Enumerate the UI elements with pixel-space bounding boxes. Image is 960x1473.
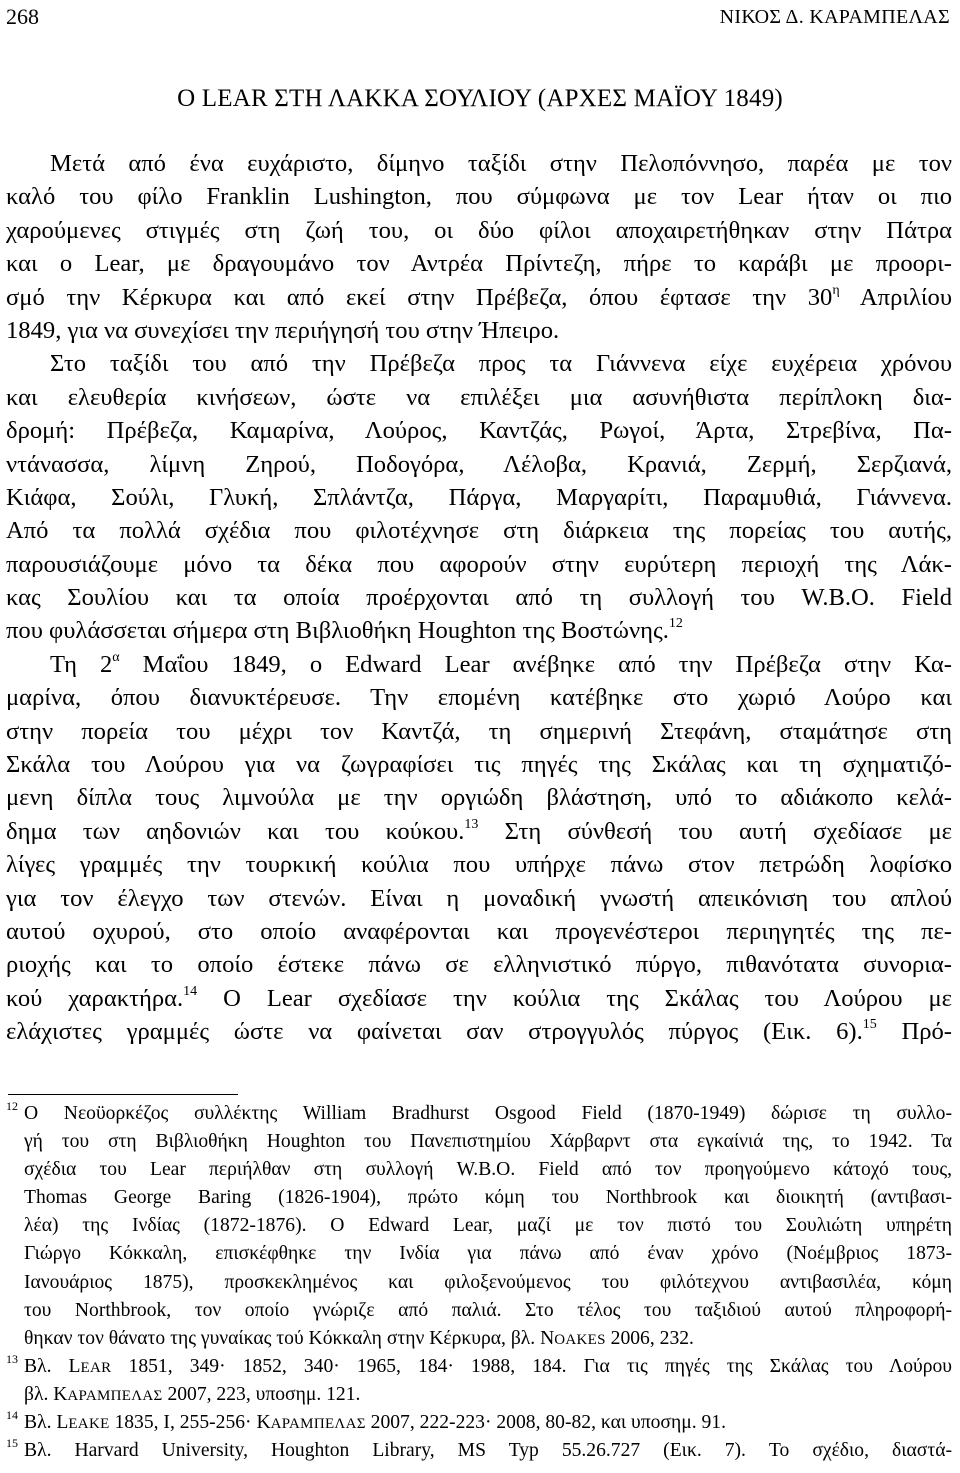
footnote-span: 1835, I, 255-256· Κ xyxy=(109,1412,271,1434)
body-line xyxy=(6,1015,952,1048)
footnote-span: 2007, 223, υποσημ. 121. xyxy=(162,1383,361,1405)
body-line: ντάνασσα, λίμνη Ζηρού, Ποδογόρα, Λέλοβα, Κρανιά, Ζερμή, Σερζιανά, xyxy=(6,450,952,478)
footnote-line: Γιώργο Κόκκαλη, επισκέφθηκε την Ινδία για πάνω από έναν χρόνο (Νοέμβριος 1873- xyxy=(24,1243,952,1265)
footnotes xyxy=(6,1100,952,1465)
body-line xyxy=(6,815,952,848)
body-span: σμό την Κέρκυρα και από εκεί στην Πρέβεζα, όπου έφτασε την 30 xyxy=(6,283,833,311)
footnote-span: 2006, 232. xyxy=(605,1327,694,1349)
footnote-span: βλ. Κ xyxy=(24,1383,68,1405)
body-line: Από τα πολλά σχέδια που φιλοτέχνησε στη διάρκεια της πορείας του αυτής, xyxy=(6,517,952,545)
body-line: Κιάφα, Σούλι, Γλυκή, Σπλάντζα, Πάργα, Μαργαρίτι, Παραμυθιά, Γιάννενα. xyxy=(6,483,952,511)
body-span: Απριλίου xyxy=(839,283,952,311)
body-line: χαρούμενες στιγμές στη ζωή του, οι δύο φίλοι αποχαιρετήθηκαν στην Πάτρα xyxy=(6,216,952,244)
body-span: ελάχιστες γραμμές ώστε να φαίνεται σαν στρογγυλός πύργος (Εικ. 6). xyxy=(6,1018,863,1046)
body-line: μαρίνα, όπου διανυκτέρευσε. Την επομένη κατέβηκε στο χωριό Λούρο και xyxy=(6,684,952,712)
superscript: η xyxy=(832,282,840,298)
footnote-line: Ιανουάριος 1875), προσκεκλημένος και φιλοξενούμενος του φιλότεχνου αντιβασιλέα, κόμη xyxy=(24,1271,952,1293)
body-line xyxy=(6,982,952,1015)
body-line: και ο Lear, με δραγουμάνο τον Αντρέα Πρίντεζη, πήρε το καράβι με προορι- xyxy=(6,250,952,278)
footnote-12: $^{12}$ Ο Νεοϋορκέζος συλλέκτης William Bradhurst Osgood Field (1870-1949) δώρισε τη συλλο- xyxy=(6,1099,952,1124)
body-span: Ο Lear σχεδίασε την κούλια της Σκάλας του Λούρου με xyxy=(197,984,952,1012)
body-line: παρουσιάζουμε μόνο τα δέκα που αφορούν στην ευρύτερη περιοχή της Λάκ- xyxy=(6,550,952,578)
body-line xyxy=(6,614,952,647)
footnote-15: $^{15}$ Βλ. Harvard University, Houghton Library, MS Typ 55.26.727 (Εικ. 7). Το σχέδιο, διαστά- xyxy=(6,1436,952,1462)
page-header xyxy=(0,2,960,34)
footnote-span: Ο Νεοϋορκέζος συλλέκτης William Bradhurst Osgood Field (1870-1949) δώρισε τη συλλο- xyxy=(24,1103,952,1124)
body-span: δημα των αηδονιών και του κούκου. xyxy=(6,817,465,845)
small-caps: EAR xyxy=(80,1359,112,1376)
body-line: 1849, για να συνεχίσει την περιήγησή του στην Ήπειρο. xyxy=(6,316,560,344)
body-line: στην πορεία του μέχρι τον Καντζά, τη σημερινή Στεφάνη, σταμάτησε στη xyxy=(6,717,952,745)
page-number: 268 xyxy=(6,4,39,29)
body-span: Μαΐου 1849, ο Edward Lear ανέβηκε από την Πρέβεζα στην Κα- xyxy=(119,650,952,678)
body-line: λίγες γραμμές την τουρκική κούλια που υπήρχε πάνω στον πετρώδη λοφίσκο xyxy=(6,851,952,879)
body-line xyxy=(6,648,952,681)
body-line: καλό του φίλο Franklin Lushington, που σύμφωνα με τον Lear ήταν οι πιο xyxy=(6,183,952,211)
body-span: Τη 2 xyxy=(50,650,113,678)
footnote-line: γή του στη Βιβλιοθήκη Houghton του Πανεπιστημίου Χάρβαρντ στα εγκαίνιά της, το 1942. Τα xyxy=(24,1131,952,1153)
section-title: Ο LEAR ΣΤΗ ΛΑΚΚΑ ΣΟΥΛΙΟΥ (ΑΡΧΕΣ ΜΑΪΟΥ 1849) xyxy=(177,85,783,112)
small-caps: ΑΡΑΜΠΕΛΑΣ xyxy=(67,1387,163,1404)
footnote-span: 2007, 222-223· 2008, 80-82, και υποσημ. 91. xyxy=(365,1412,727,1434)
body-line: δρομή: Πρέβεζα, Καμαρίνα, Λούρος, Καντζάς, Ρωγοί, Άρτα, Στρεβίνα, Πα- xyxy=(6,417,952,445)
footnote-13: $^{13}$ Βλ. LEAR 1851, 349· 1852, 340· 1965, 184· 1988, 184. Για τις πηγές της Σκάλας του Λούρου xyxy=(6,1351,952,1377)
body-line xyxy=(6,281,952,314)
footnote-span: Βλ. L xyxy=(24,1355,81,1377)
footnote-line: Thomas George Baring (1826-1904), πρώτο κόμη του Northbrook και διοικητή (αντιβασι- xyxy=(24,1187,952,1209)
footnote-ref-13[interactable]: 13 xyxy=(464,816,479,832)
body-line: αυτού οχυρού, στο οποίο αναφέρονται και προγενέστεροι περιηγητές της πε- xyxy=(6,917,952,945)
footnote-line xyxy=(6,1381,952,1409)
footnote-span: θηκαν τον θάνατο της γυναίκας τού Κόκκαλη στην Κέρκυρα, βλ. N xyxy=(24,1327,555,1349)
body-line: για τον έλεγχο των στενών. Είναι η μοναδική γνωστή απεικόνιση του απλού xyxy=(6,884,952,912)
footnote-span: Βλ. L xyxy=(24,1412,69,1434)
body-text xyxy=(6,147,952,1049)
body-line: Σκάλα του Λούρου για να ζωγραφίσει τις πηγές της Σκάλας και τη σχηματιζό- xyxy=(6,751,952,779)
body-span: κού χαρακτήρα. xyxy=(6,984,184,1012)
footnote-span: Βλ. Harvard University, Houghton Library, MS Typ 55.26.727 (Εικ. 7). Το σχέδιο, διαστά- xyxy=(24,1440,952,1462)
body-line: ριοχής και το οποίο έστεκε πάνω σε ελληνιστικό πύργο, πιθανότατα συνορια- xyxy=(6,951,952,979)
footnote-span: 1851, 349· 1852, 340· 1965, 184· 1988, 184. Για τις πηγές της Σκάλας του Λούρου xyxy=(111,1355,952,1377)
body-span: Στη σύνθεσή του αυτή σχεδίασε με xyxy=(478,817,952,845)
footnote-line: σχέδια του Lear περιήλθαν στη συλλογή W.B.O. Field από τον προηγούμενο κάτοχό τους, xyxy=(24,1159,952,1181)
footnote-ref-15[interactable]: 15 xyxy=(862,1017,877,1033)
footnote-line: λέα) της Ινδίας (1872-1876). Ο Edward Lear, μαζί με τον πιστό του Σουλιώτη υπηρέτη xyxy=(24,1215,952,1237)
footnote-ref-12[interactable]: 12 xyxy=(668,616,683,632)
small-caps: OAKES xyxy=(554,1331,606,1348)
body-span: που φυλάσσεται σήμερα στη Βιβλιοθήκη Houghton της Βοστώνης. xyxy=(6,617,669,645)
footnote-line xyxy=(6,1325,952,1353)
footnote-ref-14[interactable]: 14 xyxy=(183,983,198,999)
superscript: α xyxy=(112,649,120,665)
small-caps: ΑΡΑΜΠΕΛΑΣ xyxy=(270,1416,366,1433)
small-caps: EAKE xyxy=(68,1416,110,1433)
body-span: Πρό- xyxy=(876,1018,953,1046)
footnote-divider xyxy=(8,1094,238,1095)
running-head: ΝΙΚΟΣ Δ. ΚΑΡΑΜΠΕΛΑΣ xyxy=(719,6,950,28)
footnote-line: του Northbrook, τον οποίο γνώριζε από παλιά. Στο τέλος του ταξιδιού αυτού πληροφορή- xyxy=(24,1299,952,1321)
body-line: Μετά από ένα ευχάριστο, δίμηνο ταξίδι στην Πελοπόννησο, παρέα με τον xyxy=(50,150,952,177)
body-line: Στο ταξίδι του από την Πρέβεζα προς τα Γιάννενα είχε ευχέρεια χρόνου xyxy=(50,350,952,378)
body-line: μενη δίπλα τους λιμνούλα με την οργιώδη βλάστηση, υπό το αδιάκοπο κελά- xyxy=(6,784,952,812)
body-line: και ελευθερία κινήσεων, ώστε να επιλέξει μια ασυνήθιστα περίπλοκη δια- xyxy=(6,383,952,411)
footnote-14: $^{14}$ Βλ. LEAKE 1835, I, 255-256· ΚΑΡΑΜΠΕΛΑΣ 2007, 222-223· 2008, 80-82, και υποσημ. 91. xyxy=(6,1408,727,1434)
body-line: κας Σουλίου και τα οποία προέρχονται από τη συλλογή του W.B.O. Field xyxy=(6,584,952,612)
